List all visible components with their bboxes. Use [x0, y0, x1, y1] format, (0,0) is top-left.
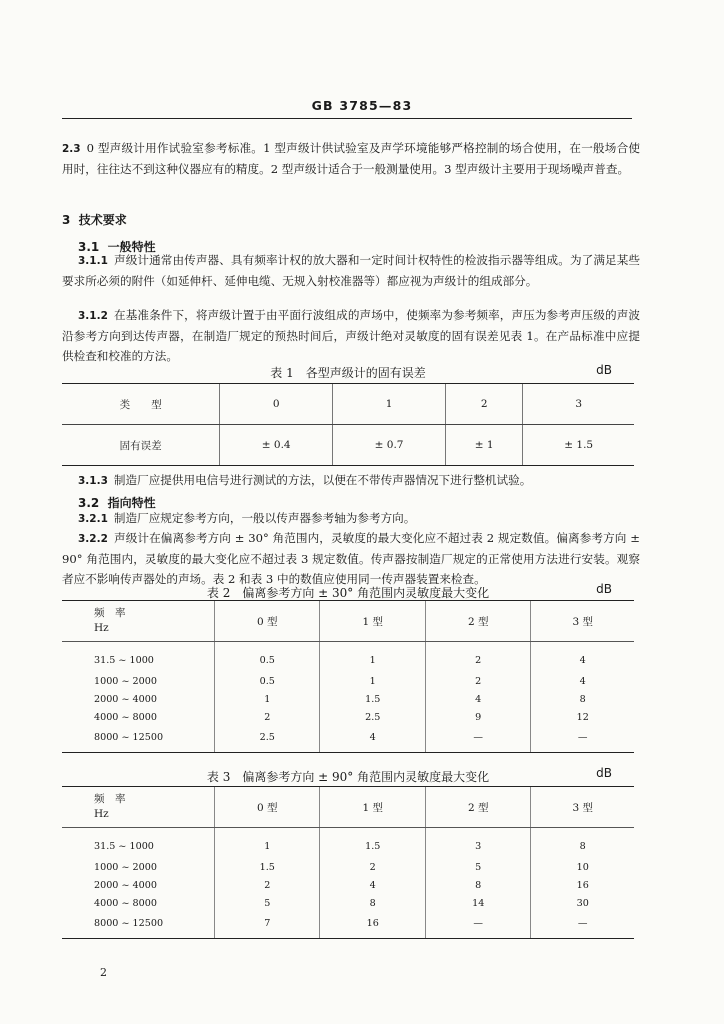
- table-row: [62, 912, 634, 939]
- paragraph-3-2-2: [62, 528, 640, 589]
- paragraph-3-1-2: [62, 305, 640, 366]
- table-2: [62, 600, 634, 753]
- page-number: 2: [100, 966, 107, 979]
- table-cell: ± 1.5: [523, 425, 634, 466]
- table-row: [62, 672, 634, 690]
- paragraph-text: 制造厂应提供用电信号进行测试的方法，以便在不带传声器情况下进行整机试验。: [113, 473, 532, 487]
- header-rule: [62, 118, 632, 119]
- table-cell: 3: [425, 828, 530, 859]
- table-cell: 0 型: [215, 787, 320, 828]
- table-cell: 2 型: [425, 601, 530, 642]
- section-number: 3.1.2: [78, 310, 108, 322]
- table-cell: 4: [531, 642, 634, 673]
- table-cell: 1 型: [320, 601, 425, 642]
- page-header: GB 3785—83: [311, 98, 413, 113]
- table-cell: 7: [215, 912, 320, 939]
- table-cell: ± 0.4: [220, 425, 333, 466]
- table-cell: 30: [531, 894, 634, 912]
- table3-caption: 表 3 偏离参考方向 ± 90° 角范围内灵敏度最大变化: [206, 770, 490, 784]
- table-cell: 4000 ~ 8000: [94, 897, 157, 909]
- table-row: [62, 828, 634, 859]
- header-line: 频 率: [94, 793, 126, 805]
- table-cell: 4000 ~ 8000: [94, 711, 157, 723]
- table1-caption: 表 1 各型声级计的固有误差: [270, 366, 426, 380]
- table-cell: —: [531, 726, 634, 753]
- paragraph-text: 0 型声级计用作试验室参考标准。1 型声级计供试验室及声学环境能够严格控制的场合使用，在一般场合使用时，往往达不到这种仪器应有的精度。2 型声级计适合于一般测量使用。3 型声级计主要用于现场噪声普查。: [62, 141, 640, 176]
- table-cell: —: [531, 912, 634, 939]
- table-cell: 5: [425, 858, 530, 876]
- table-cell: 9: [425, 708, 530, 726]
- table-row: [62, 642, 634, 673]
- table-cell: 8: [531, 690, 634, 708]
- table-cell: 0.5: [215, 672, 320, 690]
- section-number: 3.2.2: [78, 533, 108, 545]
- table-row: [62, 894, 634, 912]
- table-cell: 2 型: [425, 787, 530, 828]
- paragraph-2-3: [62, 138, 640, 179]
- table-header-row: [62, 601, 634, 642]
- table-row: [62, 708, 634, 726]
- table-cell: 1: [215, 828, 320, 859]
- table-cell: 8000 ~ 12500: [62, 726, 215, 753]
- table-cell: 10: [531, 858, 634, 876]
- paragraph-text: 制造厂应规定参考方向，一般以传声器参考轴为参考方向。: [113, 511, 416, 525]
- table-cell: 2000 ~ 4000: [94, 879, 157, 891]
- paragraph-text: 声级计通常由传声器、具有频率计权的放大器和一定时间计权特性的检波指示器等组成。为了满足某些要求所必须的附件（如延伸杆、延伸电缆、无规入射校准器等）都应视为声级计的组成部分。: [62, 253, 640, 288]
- table-cell: 0 型: [215, 601, 320, 642]
- section-title: 一般特性: [107, 240, 156, 254]
- paragraph-3-1-3: [62, 470, 640, 491]
- table-cell: 2: [445, 384, 522, 425]
- section-3-heading: [62, 211, 127, 228]
- table-row: [62, 858, 634, 876]
- table-header-row: [62, 787, 634, 828]
- table-cell: 4: [425, 690, 530, 708]
- table-cell: 1: [320, 672, 425, 690]
- table-cell: 1.5: [320, 828, 425, 859]
- table-cell: 14: [425, 894, 530, 912]
- table-cell: —: [425, 912, 530, 939]
- table-cell: 0.5: [215, 642, 320, 673]
- table-cell: 8000 ~ 12500: [62, 912, 215, 939]
- section-number: 3.1.3: [78, 475, 108, 487]
- section-number: 3.2.1: [78, 513, 108, 525]
- table-cell: 31.5 ~ 1000: [94, 840, 154, 852]
- frequency-header: [62, 601, 215, 642]
- table-cell: 3: [523, 384, 634, 425]
- table-cell: 16: [531, 876, 634, 894]
- table-cell: 2.5: [215, 726, 320, 753]
- table-cell: ± 1: [445, 425, 522, 466]
- table-cell: —: [425, 726, 530, 753]
- table1-unit: dB: [596, 363, 612, 377]
- section-number: 3.2: [78, 496, 100, 510]
- table-cell: 8: [425, 876, 530, 894]
- section-number: 3.1: [78, 240, 100, 254]
- table-cell: 8: [320, 894, 425, 912]
- table-cell: 2: [425, 642, 530, 673]
- section-title: 指向特性: [107, 496, 156, 510]
- table-cell: 12: [531, 708, 634, 726]
- header-line: Hz: [94, 808, 109, 820]
- table-cell: 8: [531, 828, 634, 859]
- table-cell: 1: [215, 690, 320, 708]
- table-cell: 4: [320, 876, 425, 894]
- table-cell: 31.5 ~ 1000: [94, 654, 154, 666]
- table-cell: 3 型: [531, 601, 634, 642]
- table-cell: ± 0.7: [333, 425, 446, 466]
- frequency-header: [62, 787, 215, 828]
- table2-caption: 表 2 偏离参考方向 ± 30° 角范围内灵敏度最大变化: [206, 586, 490, 600]
- table-cell: 2: [215, 708, 320, 726]
- table-row: [62, 726, 634, 753]
- table-3: [62, 786, 634, 939]
- table-header-row: [62, 384, 634, 425]
- table-cell: 4: [531, 672, 634, 690]
- header-line: 频 率: [94, 607, 126, 619]
- paragraph-text: 在基准条件下，将声级计置于由平面行波组成的声场中，使频率为参考频率，声压为参考声压级的声波沿参考方向到达传声器，在制造厂规定的预热时间后，声级计绝对灵敏度的固有误差见表 1。在产品标准中应提供检查和校准的方法。: [62, 308, 640, 363]
- table-cell: 类 型: [62, 384, 220, 425]
- table-cell: 1.5: [320, 690, 425, 708]
- table-cell: 1 型: [320, 787, 425, 828]
- header-line: Hz: [94, 622, 109, 634]
- section-number: 3.1.1: [78, 255, 108, 267]
- table-cell: 2: [215, 876, 320, 894]
- table-cell: 16: [320, 912, 425, 939]
- table-cell: 1000 ~ 2000: [94, 675, 157, 687]
- table-1: [62, 383, 634, 466]
- table-cell: 2: [320, 858, 425, 876]
- table-cell: 1000 ~ 2000: [94, 861, 157, 873]
- table-cell: 固有误差: [62, 425, 220, 466]
- section-number: 2.3: [62, 143, 81, 155]
- table3-unit: dB: [596, 766, 612, 780]
- table-cell: 2.5: [320, 708, 425, 726]
- table-row: [62, 876, 634, 894]
- table-cell: 4: [320, 726, 425, 753]
- table-row: [62, 425, 634, 466]
- paragraph-text: 声级计在偏离参考方向 ± 30° 角范围内，灵敏度的最大变化应不超过表 2 规定数值。偏离参考方向 ± 90° 角范围内，灵敏度的最大变化应不超过表 3 规定数值。传声器按制造厂规定的正常使用方法进行安装。观察者应不影响传声器处的声场。表 2 和表 3 中的数值应使用同一传声器装置来检查。: [62, 531, 640, 586]
- table-cell: 2: [425, 672, 530, 690]
- section-title: 技术要求: [78, 213, 127, 227]
- table-cell: 1.5: [215, 858, 320, 876]
- section-number: 3: [62, 213, 71, 227]
- table-cell: 1: [333, 384, 446, 425]
- paragraph-3-1-1: [62, 250, 640, 291]
- table-cell: 2000 ~ 4000: [94, 693, 157, 705]
- paragraph-3-2-1: [62, 508, 640, 529]
- table-cell: 0: [220, 384, 333, 425]
- table-cell: 1: [320, 642, 425, 673]
- table-row: [62, 690, 634, 708]
- table-cell: 3 型: [531, 787, 634, 828]
- table-cell: 5: [215, 894, 320, 912]
- table2-unit: dB: [596, 582, 612, 596]
